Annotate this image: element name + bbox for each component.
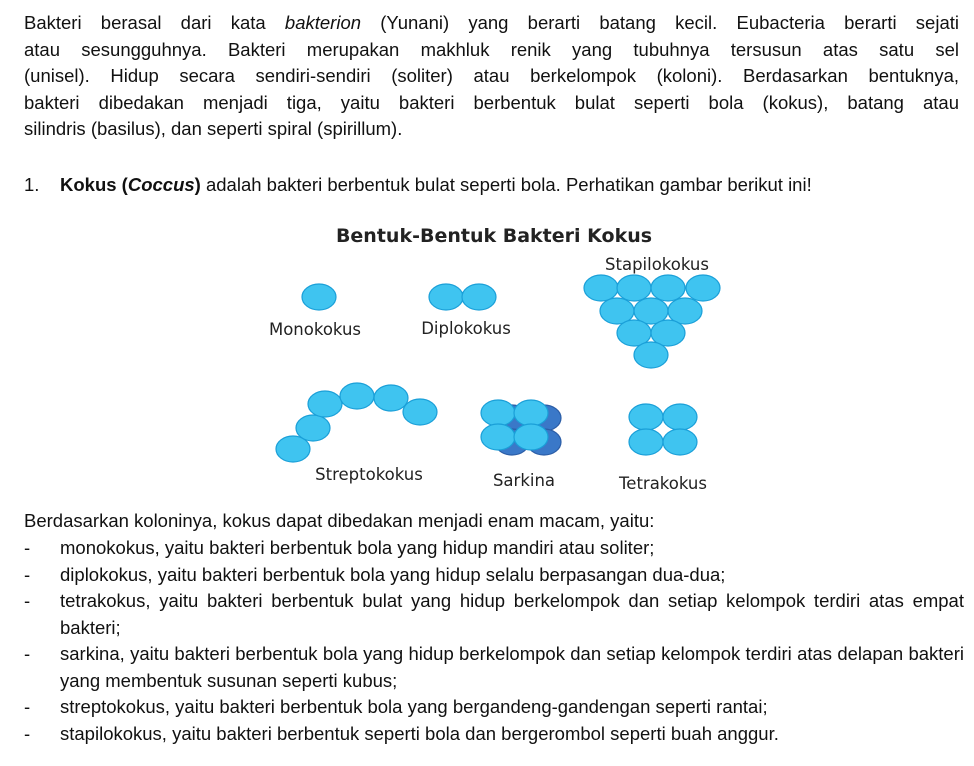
streptokokus-cell <box>308 391 342 417</box>
list-item-text: diplokokus, yaitu bakteri berbentuk bola yang hidup selalu berpasangan dua-dua; <box>60 563 726 585</box>
diplokokus-cell-2 <box>462 284 496 310</box>
monokokus-cell <box>302 284 336 310</box>
sarkina-cell-front <box>514 424 548 450</box>
sarkina-cell-front <box>514 400 548 426</box>
intro-paragraph <box>24 10 959 143</box>
list-item <box>24 694 964 721</box>
colony-list <box>24 535 964 747</box>
list-dash: - <box>24 696 31 717</box>
intro-line-3: (unisel). Hidup secara sendiri-sendiri (soliter) atau berkelompok (koloni). Berdasarkan bentuknya, <box>24 65 959 86</box>
list-item-text: monokokus, yaitu bakteri berbentuk bola yang hidup mandiri atau soliter; <box>60 537 655 558</box>
label-monokokus: Monokokus <box>268 320 362 339</box>
list-item-text: stapilokokus, yaitu bakteri berbentuk seperti bola dan bergerombol seperti buah anggur. <box>60 722 779 744</box>
intro-line-5: silindris (basilus), dan seperti spiral (spirillum). <box>24 118 403 139</box>
stapilokokus-cell <box>651 275 685 301</box>
list-item-text: sarkina, yaitu bakteri berbentuk bola yang hidup berkelompok dan setiap kelompok terdiri atas delapan bakteri yang membentuk susunan seperti kubus; <box>60 643 964 691</box>
item-number: 1. <box>24 174 40 195</box>
label-sarkina: Sarkina <box>492 471 556 490</box>
streptokokus-cell <box>340 383 374 409</box>
stapilokokus-cell <box>634 342 668 368</box>
tetrakokus-cell <box>629 429 663 455</box>
intro-line-4: bakteri dibedakan menjadi tiga, yaitu bakteri berbentuk bulat seperti bola (kokus), batang atau <box>24 91 959 113</box>
list-dash: - <box>24 563 31 585</box>
list-item-text: tetrakokus, yaitu bakteri berbentuk bulat yang hidup berkelompok dan setiap kelompok terdiri atas empat bakteri; <box>60 590 964 638</box>
sarkina-cell-front <box>481 424 515 450</box>
sarkina-cell-front <box>481 400 515 426</box>
label-stapilokokus: Stapilokokus <box>605 255 709 274</box>
streptokokus-cell <box>403 399 437 425</box>
list-item <box>24 641 964 694</box>
list-dash: - <box>24 722 31 744</box>
intro-line-2: atau sesungguhnya. Bakteri merupakan makhluk renik yang tubuhnya tersusun atas satu sel <box>24 38 959 60</box>
tetrakokus-cell <box>663 429 697 455</box>
streptokokus-cell <box>296 415 330 441</box>
label-diplokokus: Diplokokus <box>421 319 511 338</box>
list-dash: - <box>24 643 31 664</box>
streptokokus-cell-group <box>276 383 437 462</box>
label-tetrakokus: Tetrakokus <box>619 474 707 493</box>
figure-title: Bentuk-Bentuk Bakteri Kokus <box>335 225 653 247</box>
label-streptokokus: Streptokokus <box>315 465 423 484</box>
stapilokokus-cell <box>584 275 618 301</box>
item-description: adalah bakteri berbentuk bulat seperti bola. Perhatikan gambar berikut ini! <box>200 174 812 195</box>
streptokokus-cell <box>374 385 408 411</box>
list-item-text: streptokokus, yaitu bakteri berbentuk bola yang bergandeng-gandengan seperti rantai; <box>60 696 768 717</box>
tetrakokus-cell <box>663 404 697 430</box>
stapilokokus-cell-group <box>584 275 720 368</box>
tetrakokus-cell <box>629 404 663 430</box>
sarkina-cell-group <box>481 400 561 455</box>
tetrakokus-cell-group <box>629 404 697 455</box>
list-item <box>24 721 964 748</box>
list-item <box>24 562 964 589</box>
intro-line-1: Bakteri berasal dari kata bakterion (Yunani) yang berarti batang kecil. Eubacteria berarti sejati <box>24 12 959 33</box>
stapilokokus-cell <box>617 275 651 301</box>
stapilokokus-cell <box>686 275 720 301</box>
list-item <box>24 588 964 641</box>
monokokus-cell-group <box>302 284 336 310</box>
term-kokus: Kokus (Coccus) <box>60 174 201 195</box>
list-dash: - <box>24 590 31 611</box>
diplokokus-cell-group <box>429 284 496 310</box>
colony-intro: Berdasarkan koloninya, kokus dapat dibedakan menjadi enam macam, yaitu: <box>24 510 655 531</box>
list-item <box>24 535 964 562</box>
list-item-kokus <box>24 172 964 198</box>
kokus-figure <box>0 215 974 500</box>
diplokokus-cell-1 <box>429 284 463 310</box>
list-dash: - <box>24 537 31 558</box>
